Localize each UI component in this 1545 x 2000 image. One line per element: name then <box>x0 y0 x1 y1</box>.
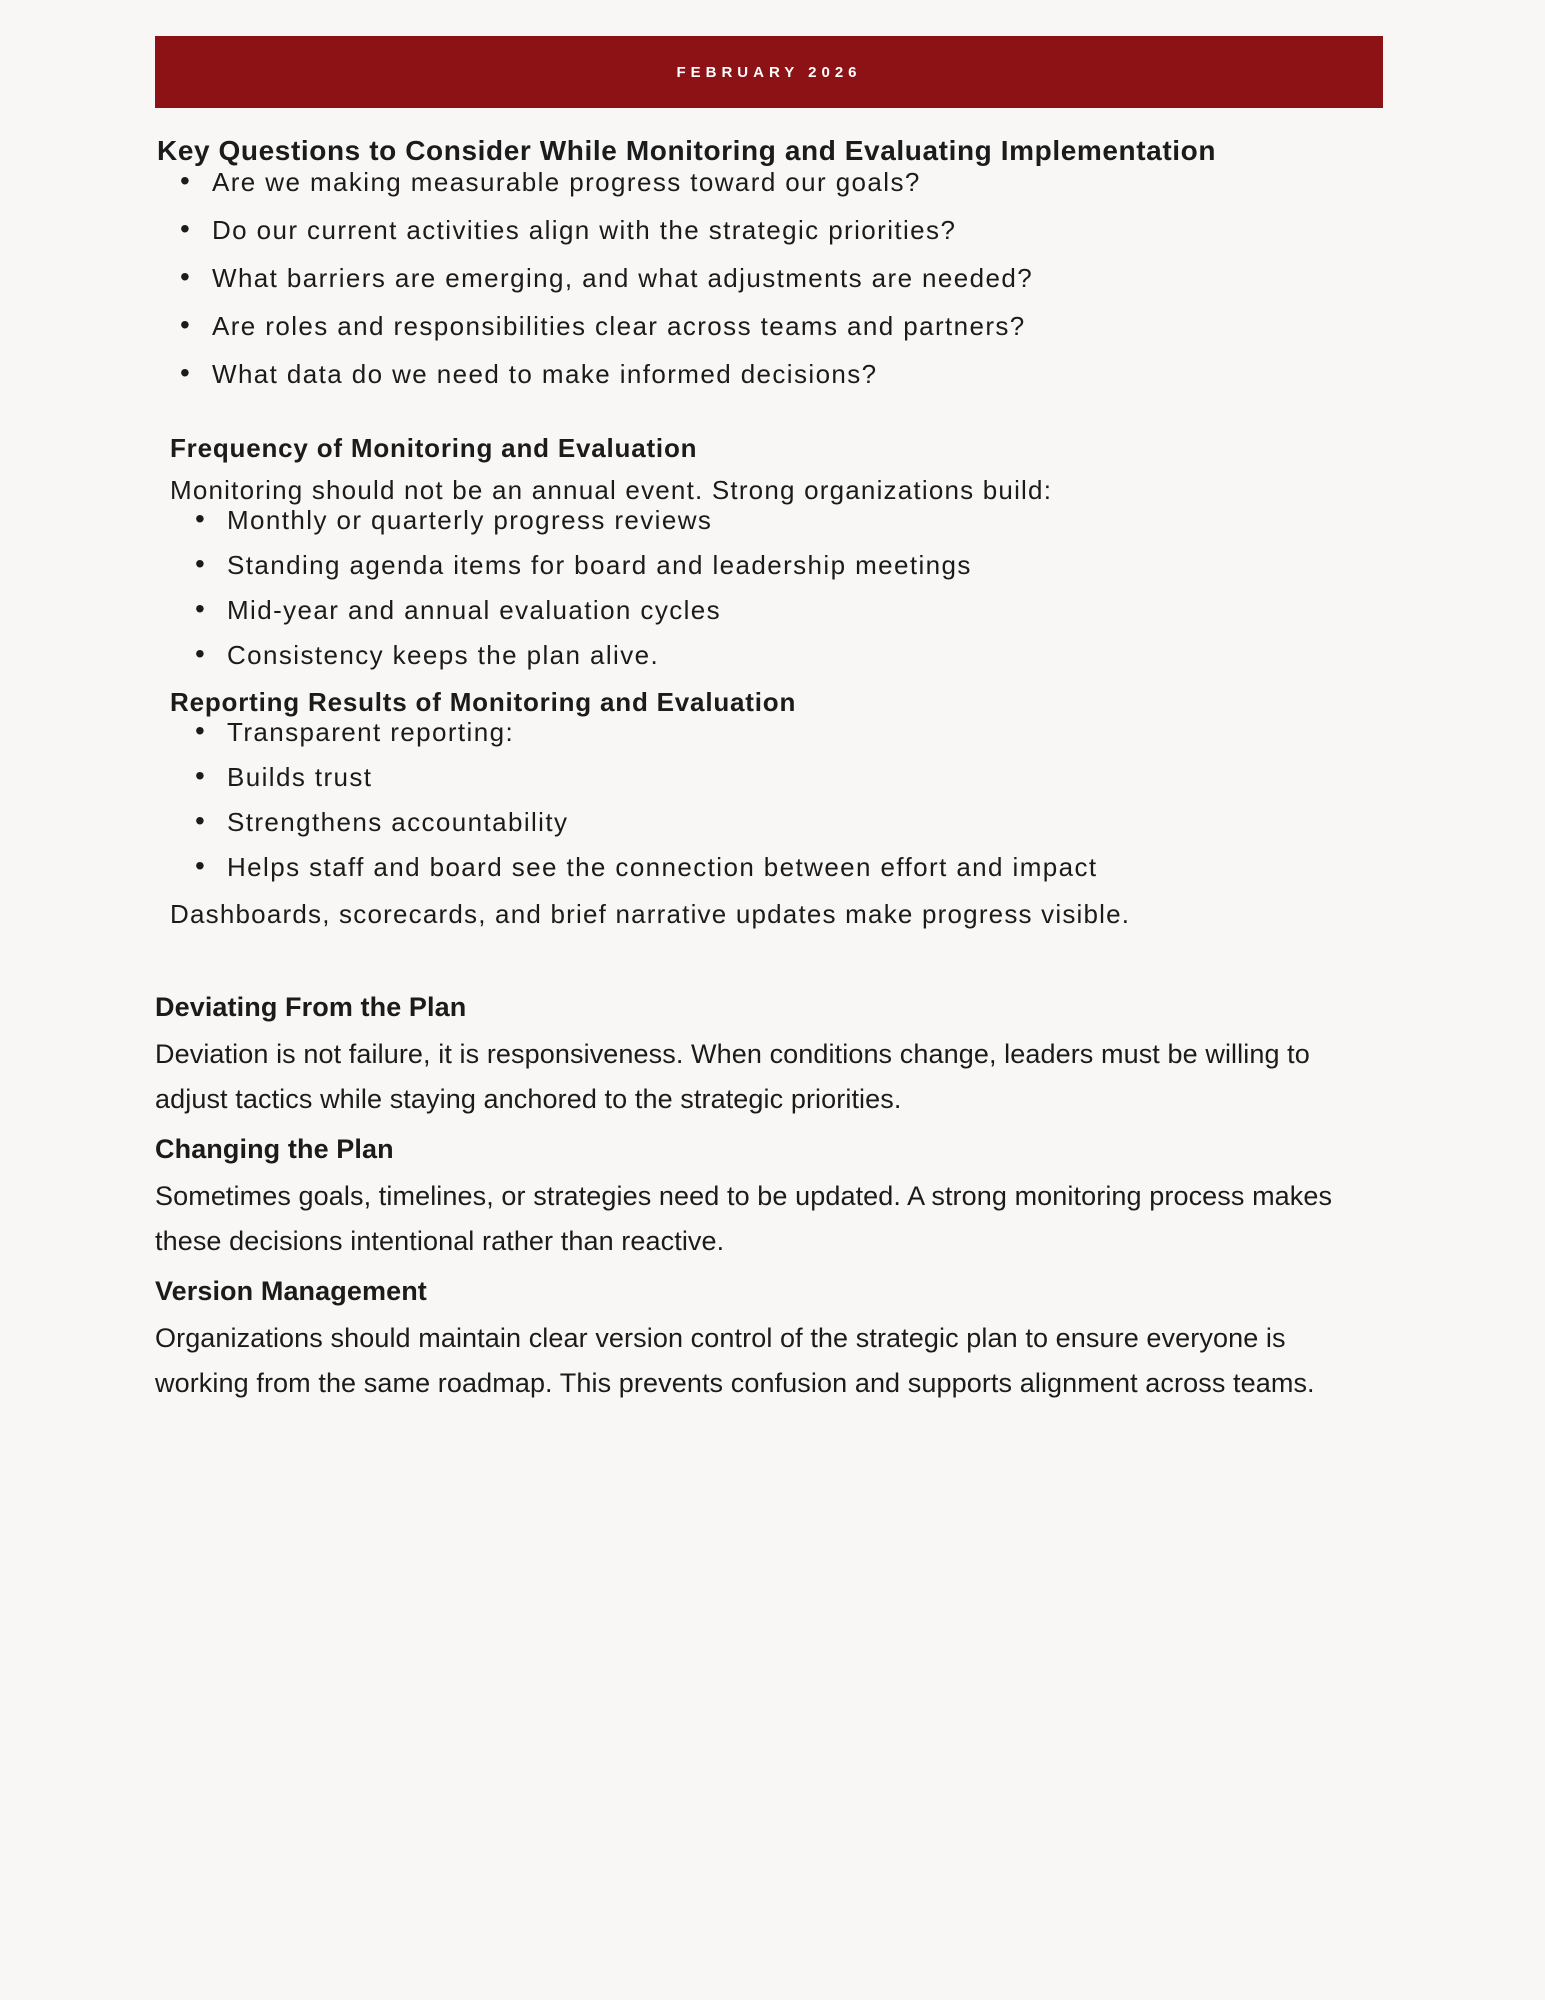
key-question-item: • Do our current activities align with the strategic priorities? <box>155 216 1385 244</box>
reporting-item: • Strengthens accountability <box>170 808 1385 836</box>
changing-heading: Changing the Plan <box>155 1134 394 1164</box>
key-question-item: • Are we making measurable progress toward our goals? <box>155 168 1385 196</box>
key-question-item: • What barriers are emerging, and what adjustments are needed? <box>155 264 1385 292</box>
reporting-item: • Builds trust <box>170 763 1385 791</box>
key-questions-list <box>155 168 1385 388</box>
key-question-item: • What data do we need to make informed decisions? <box>155 360 1385 388</box>
frequency-heading: Frequency of Monitoring and Evaluation <box>170 433 698 463</box>
frequency-item: • Standing agenda items for board and leadership meetings <box>170 551 1385 579</box>
frequency-item: • Mid-year and annual evaluation cycles <box>170 596 1385 624</box>
changing-body: Sometimes goals, timelines, or strategies need to be updated. A strong monitoring process makes these decisions intentional rather than reactive. <box>155 1181 1333 1256</box>
key-question-item: • Are roles and responsibilities clear across teams and partners? <box>155 312 1385 340</box>
frequency-list <box>170 506 1385 669</box>
main-heading: Key Questions to Consider While Monitoring and Evaluating Implementation <box>157 135 1217 166</box>
reporting-outro: Dashboards, scorecards, and brief narrative updates make progress visible. <box>170 899 1131 929</box>
version-heading: Version Management <box>155 1276 427 1306</box>
reporting-list <box>170 718 1385 881</box>
frequency-item: • Monthly or quarterly progress reviews <box>170 506 1385 534</box>
frequency-item: • Consistency keeps the plan alive. <box>170 641 1385 669</box>
reporting-heading: Reporting Results of Monitoring and Evaluation <box>170 687 797 717</box>
plan-management-section <box>155 990 1370 1406</box>
issue-date-banner <box>155 36 1383 108</box>
frequency-section <box>170 432 1385 930</box>
deviating-heading: Deviating From the Plan <box>155 992 467 1022</box>
frequency-intro: Monitoring should not be an annual event. Strong organizations build: <box>170 475 1053 505</box>
reporting-item: • Transparent reporting: <box>170 718 1385 746</box>
deviating-body: Deviation is not failure, it is responsiveness. When conditions change, leaders must be willing to adjust tactics while staying anchored to the strategic priorities. <box>155 1039 1310 1114</box>
issue-date-label: FEBRUARY 2026 <box>676 63 862 81</box>
version-body: Organizations should maintain clear version control of the strategic plan to ensure everyone is working from the same roadmap. This prevents confusion and supports alignment across teams. <box>155 1323 1315 1398</box>
reporting-item: • Helps staff and board see the connection between effort and impact <box>170 853 1385 881</box>
